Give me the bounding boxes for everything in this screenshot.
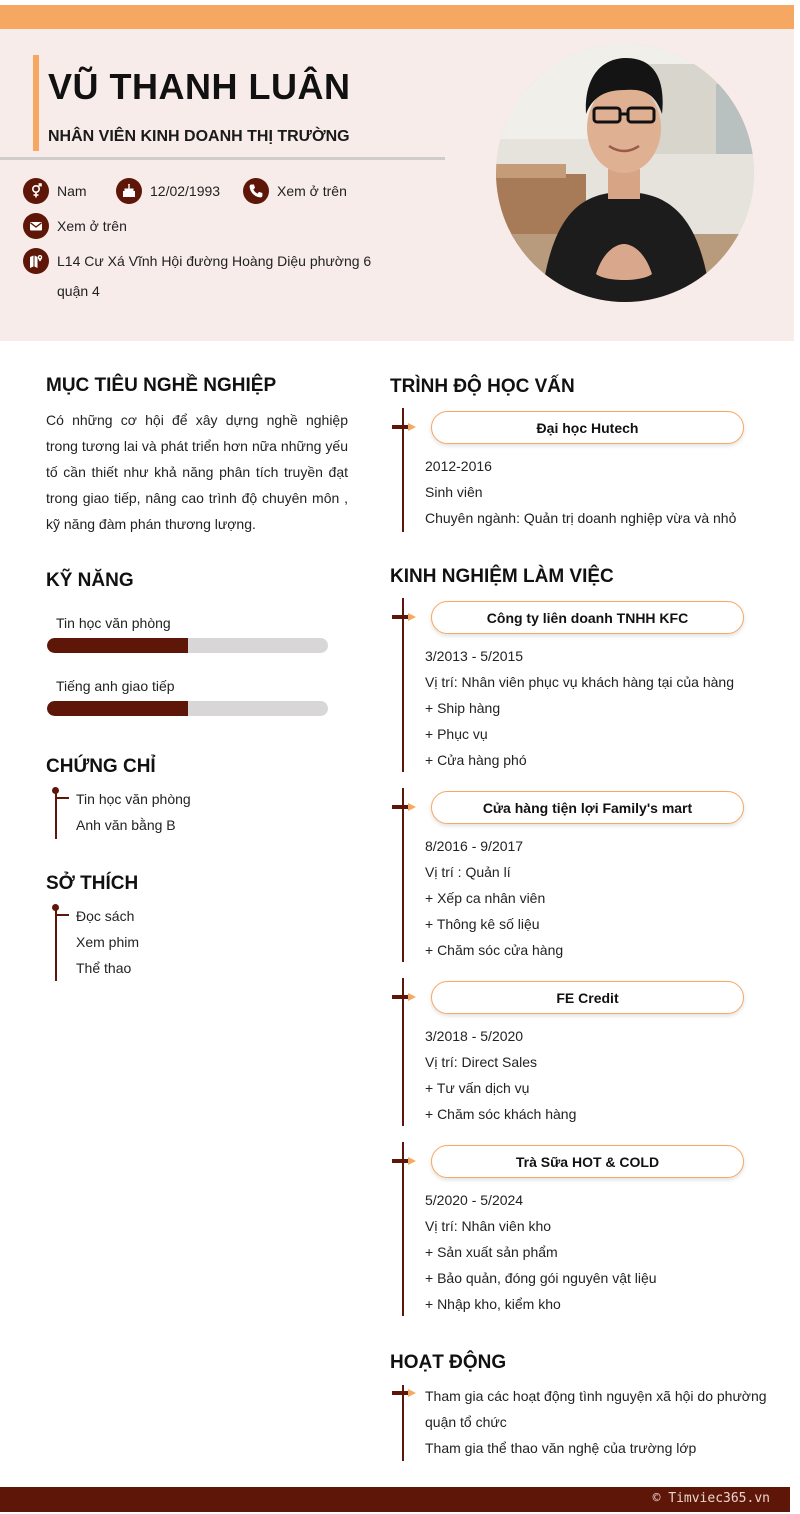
- experience-line: Vị trí: Nhân viên phục vụ khách hàng tại của hàng: [425, 674, 734, 690]
- skill-bar: [47, 701, 328, 716]
- list-tick: [57, 797, 69, 799]
- experience-company: Công ty liên doanh TNHH KFC: [431, 601, 744, 634]
- skill-bar-fill: [47, 701, 188, 716]
- candidate-name: VŨ THANH LUÂN: [48, 66, 351, 107]
- name-accent-bar: [33, 55, 39, 151]
- activities-title: HOẠT ĐỘNG: [390, 1352, 507, 1373]
- hobbies-title: SỞ THÍCH: [46, 873, 139, 894]
- activity-line: Tham gia thể thao văn nghệ của trường lớp: [425, 1440, 697, 1456]
- experience-company: Trà Sữa HOT & COLD: [431, 1145, 744, 1178]
- profile-photo: [496, 44, 754, 302]
- experience-line: Vị trí: Nhân viên kho: [425, 1218, 552, 1234]
- education-school: Đại học Hutech: [431, 411, 744, 444]
- footer-bar: [0, 1487, 790, 1512]
- email-value: Xem ở trên: [57, 218, 127, 234]
- experience-title: KINH NGHIỆM LÀM VIỆC: [390, 566, 614, 587]
- experience-line: 3/2018 - 5/2020: [425, 1028, 524, 1044]
- map-pin-icon: [23, 248, 49, 274]
- list-item: Xem phim: [76, 934, 140, 950]
- objective-text: Có những cơ hội để xây dựng nghề nghiệp trong tương lai và phát triển hơn nữa những yếu tố cần thiết như khả năng phân tích truyền đạt trong giao tiếp, nâng cao trình độ chuyên môn , kỹ năng đàm phán thương lượng.: [46, 412, 348, 532]
- cake-icon: [116, 178, 142, 204]
- education-line: Chuyên ngành: Quản trị doanh nghiệp vừa và nhỏ: [425, 510, 737, 526]
- timeline-arrow-icon: [392, 1157, 416, 1165]
- timeline-line: [402, 598, 404, 772]
- experience-line: + Ship hàng: [425, 700, 501, 716]
- experience-line: 8/2016 - 9/2017: [425, 838, 524, 854]
- skill-label: Tiếng anh giao tiếp: [56, 678, 175, 694]
- list-item: Anh văn bằng B: [76, 817, 176, 833]
- top-accent-bar: [0, 5, 794, 29]
- experience-line: Vị trí: Direct Sales: [425, 1054, 538, 1070]
- education-line: 2012-2016: [425, 458, 492, 474]
- footer-watermark: © Timviec365.vn: [652, 1491, 770, 1506]
- education-line: Sinh viên: [425, 484, 483, 500]
- timeline-arrow-icon: [392, 993, 416, 1001]
- experience-line: + Chăm sóc khách hàng: [425, 1106, 577, 1122]
- skills-title: KỸ NĂNG: [46, 570, 134, 591]
- mail-icon: [23, 213, 49, 239]
- phone-icon: [243, 178, 269, 204]
- experience-line: + Sản xuất sản phẩm: [425, 1244, 558, 1260]
- timeline-arrow-icon: [392, 1389, 416, 1397]
- activity-line: quận tổ chức: [425, 1414, 507, 1430]
- timeline-line: [402, 1142, 404, 1316]
- gender-icon: [23, 178, 49, 204]
- header-divider: [0, 157, 445, 160]
- list-item: Thể thao: [76, 960, 132, 976]
- list-line: [55, 907, 57, 981]
- experience-line: + Phục vụ: [425, 726, 488, 742]
- address-value: L14 Cư Xá Vĩnh Hội đường Hoàng Diệu phường 6 quận 4: [57, 253, 372, 299]
- info-gender: [23, 178, 87, 206]
- experience-line: 3/2013 - 5/2015: [425, 648, 524, 664]
- objective-title: MỤC TIÊU NGHỀ NGHIỆP: [46, 375, 277, 396]
- experience-line: + Tư vấn dịch vụ: [425, 1080, 530, 1096]
- phone-value: Xem ở trên: [277, 183, 347, 199]
- experience-line: 5/2020 - 5/2024: [425, 1192, 524, 1208]
- timeline-line: [402, 788, 404, 962]
- experience-line: Vị trí : Quản lí: [425, 864, 511, 880]
- info-phone: [243, 178, 347, 206]
- experience-line: + Chăm sóc cửa hàng: [425, 942, 564, 958]
- experience-line: + Xếp ca nhân viên: [425, 890, 546, 906]
- info-birthday: [116, 178, 220, 206]
- experience-company: FE Credit: [431, 981, 744, 1014]
- info-address: [23, 248, 377, 306]
- skill-label: Tin học văn phòng: [56, 615, 171, 631]
- info-email: [23, 213, 127, 241]
- experience-line: + Nhập kho, kiểm kho: [425, 1296, 561, 1312]
- gender-value: Nam: [57, 183, 87, 199]
- timeline-arrow-icon: [392, 803, 416, 811]
- skill-bar-fill: [47, 638, 188, 653]
- experience-line: + Bảo quản, đóng gói nguyên vật liệu: [425, 1270, 657, 1286]
- list-item: Tin học văn phòng: [76, 791, 191, 807]
- birthday-value: 12/02/1993: [150, 183, 221, 199]
- job-title: NHÂN VIÊN KINH DOANH THỊ TRƯỜNG: [48, 128, 350, 145]
- experience-line: + Cửa hàng phó: [425, 752, 527, 768]
- experience-company: Cửa hàng tiện lợi Family's mart: [431, 791, 744, 824]
- timeline-arrow-icon: [392, 613, 416, 621]
- list-tick: [57, 914, 69, 916]
- list-item: Đọc sách: [76, 908, 135, 924]
- certificates-title: CHỨNG CHỈ: [46, 756, 156, 777]
- timeline-arrow-icon: [392, 423, 416, 431]
- education-title: TRÌNH ĐỘ HỌC VẤN: [390, 376, 575, 397]
- skill-bar: [47, 638, 328, 653]
- activity-line: Tham gia các hoạt động tình nguyện xã hội do phường: [425, 1388, 767, 1404]
- experience-line: + Thông kê số liệu: [425, 916, 540, 932]
